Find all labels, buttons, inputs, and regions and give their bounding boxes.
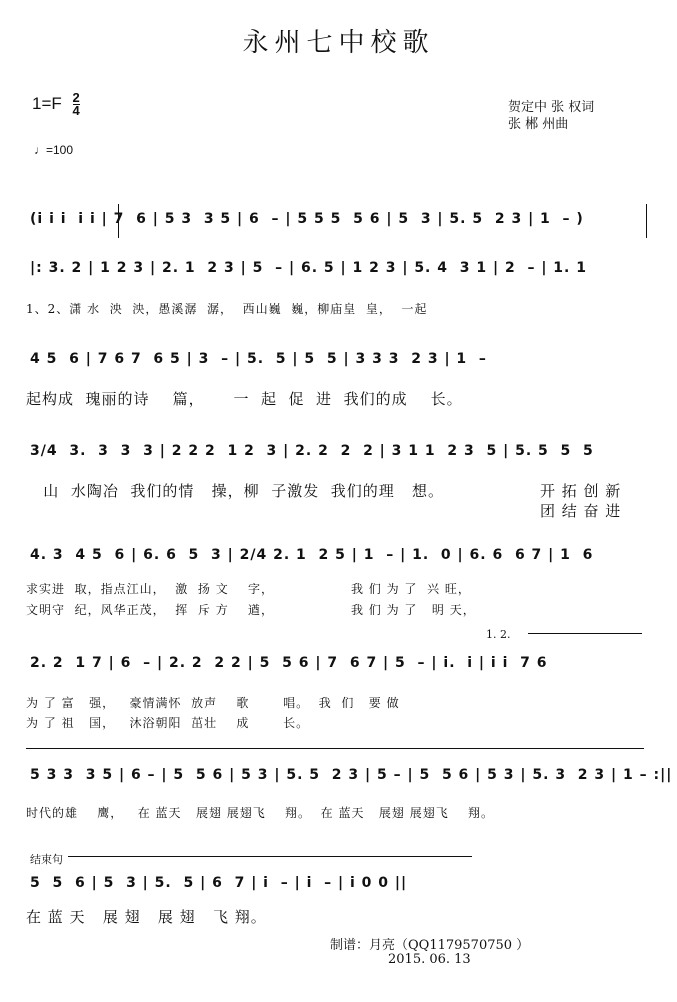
- notes-row-4: 3/4 3. 3 3 3 | 2 2 2 1 2 3 | 2. 2 2 2 | 3 1 1 2 3 5 | 5. 5 5 5: [30, 443, 594, 459]
- tempo-mark: ♩=100: [34, 143, 74, 157]
- staff-row-8: [26, 868, 476, 902]
- lyricist-credit: 贺定中 张 权词: [508, 100, 595, 115]
- key-label: 1=F: [32, 93, 62, 113]
- volta-label: 1. 2.: [486, 628, 511, 641]
- lyric-row-5a: 求实进 取，指点江山， 激 扬 文 字， 我 们 为 了 兴 旺，: [26, 582, 471, 596]
- notes-row-7: 5 3 3 3 5 | 6 – | 5 5 6 | 5 3 | 5. 5 2 3 | 5 – | 5 5 6 | 5 3 | 5. 3 2 3 | 1 – :||: [30, 767, 673, 783]
- notes-row-3: 4 5 6 | 7 6 7 6 5 | 3 – | 5. 5 | 5 5 | 3 3 3 2 3 | 1 –: [30, 351, 487, 367]
- transcription-date: 2015. 06. 13: [388, 952, 471, 967]
- composer-credit: 张 郴 州曲: [508, 117, 569, 132]
- notes-row-5: 4. 3 4 5 6 | 6. 6 5 3 | 2/4 2. 1 2 5 | 1 – | 1. 0 | 6. 6 6 7 | 1 6: [30, 547, 594, 563]
- lyric-row-5b: 文明守 纪，风华正茂， 挥 斥 方 遒， 我 们 为 了 明 天，: [26, 603, 476, 617]
- meter-denominator: 4: [72, 103, 80, 118]
- lyric-row-2: 1、2、潇 水 泱 泱，愚溪潺 潺， 西山巍 巍，柳庙皇 皇， 一起: [26, 302, 428, 316]
- notes-row-1: (i i i i i | 7 6 | 5 3 3 5 | 6 – | 5 5 5 5 6 | 5 3 | 5. 5 2 3 | 1 – ): [30, 211, 584, 227]
- song-title: 永州七中校歌: [242, 28, 435, 58]
- notes-row-6: 2. 2 1 7 | 6 – | 2. 2 2 2 | 5 5 6 | 7 6 7 | 5 – | i. i | i i 7 6: [30, 655, 548, 671]
- staff-row-2: [26, 253, 646, 287]
- lyric-row-4b: 开 拓 创 新: [540, 482, 622, 500]
- lyric-row-8: 在 蓝 天 展 翅 展 翅 飞 翔。: [26, 908, 267, 926]
- lyric-row-6a: 为 了 富 强， 豪情满怀 放声 歌 唱。 我 们 要 做: [26, 696, 400, 710]
- staff-row-1: [26, 204, 646, 238]
- staff-row-6: [26, 648, 646, 682]
- lyric-row-7: 时代的雄 鹰， 在 蓝天 展翅 展翅飞 翔。 在 蓝天 展翅 展翅飞 翔。: [26, 806, 494, 820]
- lyric-row-4c: 团 结 奋 进: [540, 502, 622, 520]
- transcriber-credit: 制谱：月亮（QQ1179570750 ）: [330, 938, 530, 953]
- time-signature: [73, 92, 80, 117]
- notes-row-2: |: 3. 2 | 1 2 3 | 2. 1 2 3 | 5 – | 6. 5 | 1 2 3 | 5. 4 3 1 | 2 – | 1. 1: [30, 260, 587, 276]
- lyric-row-6b: 为 了 祖 国， 沐浴朝阳 茁壮 成 长。: [26, 716, 310, 730]
- staff-row-3: [26, 344, 646, 378]
- coda-label: 结束句: [30, 853, 63, 866]
- lyric-row-3: 起构成 瑰丽的诗 篇， 一 起 促 进 我们的成 长。: [26, 390, 463, 408]
- staff-row-4: [26, 436, 646, 470]
- notes-row-8: 5 5 6 | 5 3 | 5. 5 | 6 7 | i – | i – | i 0 0 ||: [30, 875, 408, 891]
- staff-row-5: [26, 540, 646, 574]
- staff-row-7: [26, 760, 673, 794]
- key-signature: [32, 92, 80, 117]
- lyric-row-4a: 山 水陶冶 我们的情 操，柳 子激发 我们的理 想。: [26, 482, 445, 500]
- meter-numerator: 2: [72, 90, 80, 105]
